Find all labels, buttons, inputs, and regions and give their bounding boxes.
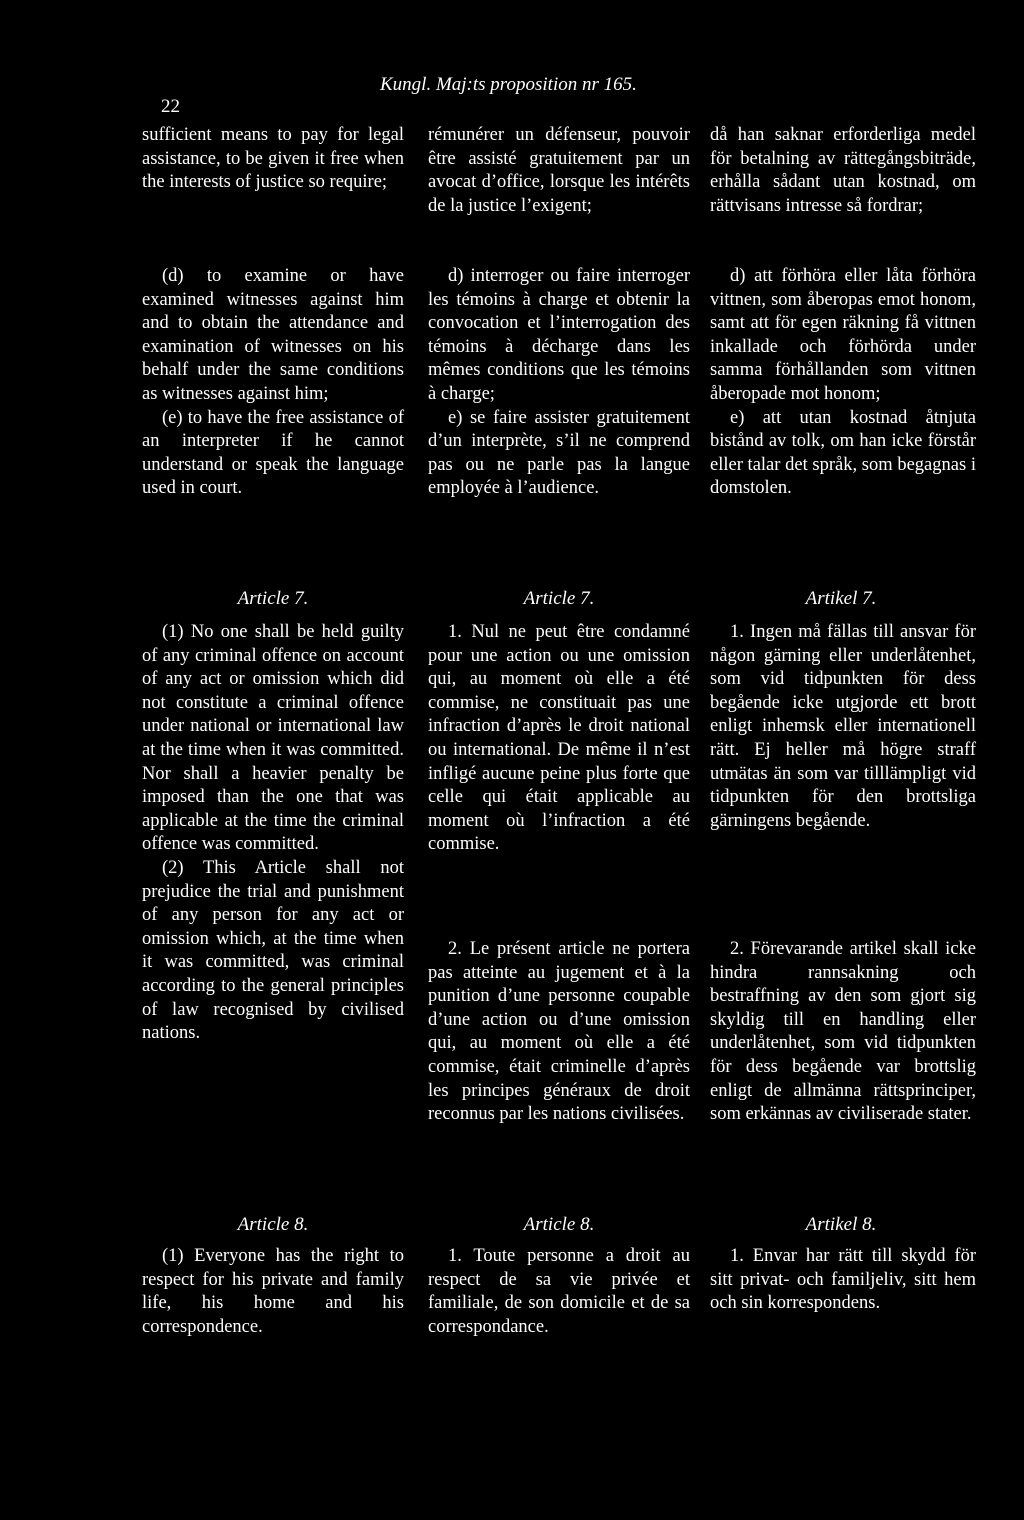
swedish-col-items	[710, 265, 976, 501]
fr-article-8	[428, 1245, 690, 1339]
fr-article-7-heading: Article 7.	[523, 588, 595, 609]
running-title: Kungl. Maj:ts proposition nr 165.	[380, 74, 637, 95]
sv-article-7-part-1	[710, 621, 976, 833]
fr-art7-para-2: 2. Le présent article ne portera pas atteinte au jugement et à la punition d’une personne coupable d’une action ou d’une omission qui, au moment où elle a été commise, était criminelle d’après les principes généraux de droit reconnus par les nations civilisées.	[428, 939, 690, 1125]
en-article-7	[142, 621, 404, 1046]
sv-art7-para-1: 1. Ingen må fällas till ansvar för någon gärning eller underlåtenhet, som vid tidpunkten för dess begående icke utgjorde ett brott enligt inhemsk eller internationell rätt. Ej heller må högre straff utmätas än som var tilllämpligt vid tidpunkten för den brottsliga gärningens begående.	[710, 622, 976, 831]
sv-art8-para-1: 1. Envar har rätt till skydd för sitt privat- och familjeliv, sitt hem och sin korrespondens.	[710, 1246, 976, 1314]
english-col-items	[142, 265, 404, 501]
fr-art8-para-1: 1. Toute personne a droit au respect de sa vie privée et familiale, de son domicile et de sa correspondance.	[428, 1246, 690, 1337]
en-art8-para-1: (1) Everyone has the right to respect for his private and family life, his home and his correspondence.	[142, 1246, 404, 1337]
sv-article-8-heading: Artikel 8.	[805, 1214, 877, 1235]
swedish-col-top	[710, 124, 976, 218]
sv-paragraph-2: d) att förhöra eller låta förhöra vittnen, som åberopas emot honom, samt att för egen räkning få vittnen inkallade och förhörda under samma förhållanden som vittnen åberopade mot honom;	[710, 266, 976, 404]
fr-article-8-heading: Article 8.	[523, 1214, 595, 1235]
fr-article-7-part-2	[428, 938, 690, 1127]
en-paragraph-1: sufficient means to pay for legal assistance, to be given it free when the interests of justice so require;	[142, 125, 404, 193]
french-col-top	[428, 124, 690, 218]
en-art7-para-1: (1) No one shall be held guilty of any criminal offence on account of any act or omission which did not constitute a criminal offence under national or international law at the time when it was committed. Nor shall a heavier penalty be imposed than the one that was applicable at the time the criminal offence was committed.	[142, 622, 404, 855]
sv-paragraph-1: då han saknar erforderliga medel för betalning av rättegångsbiträde, erhålla sådant utan kostnad, om rättvisans intresse så fordrar;	[710, 125, 976, 216]
page-number: 22	[161, 96, 180, 117]
sv-article-7-part-2	[710, 938, 976, 1127]
en-paragraph-3: (e) to have the free assistance of an interpreter if he cannot understand or speak the language used in court.	[142, 407, 404, 499]
en-art7-para-2: (2) This Article shall not prejudice the trial and punishment of any person for any act or omission which, at the time when it was committed, was criminal according to the general principles of law recognised by civilised nations.	[142, 857, 404, 1044]
fr-paragraph-1: rémunérer un défenseur, pouvoir être assisté gratuitement par un avocat d’office, lorsque les intérêts de la justice l’exigent;	[428, 125, 690, 216]
fr-paragraph-3: e) se faire assister gratuitement d’un interprète, s’il ne comprend pas ou ne parle pas la langue employée à l’audience.	[428, 407, 690, 499]
sv-article-8	[710, 1245, 976, 1316]
fr-paragraph-2: d) interroger ou faire interroger les témoins à charge et obtenir la convocation et l’interrogation des témoins à décharge dans les mêmes conditions que les témoins à charge;	[428, 266, 690, 404]
sv-article-7-heading: Artikel 7.	[805, 588, 877, 609]
sv-art7-para-2: 2. Förevarande artikel skall icke hindra rannsakning och bestraffning av den som gjort sig skyldig till en handling eller underlåtenhet, som vid tidpunkten för dess begående var brottslig enligt de allmänna rättsprinciper, som erkännas av civiliserade stater.	[710, 939, 976, 1125]
sv-paragraph-3: e) att utan kostnad åtnjuta bistånd av tolk, om han icke förstår eller talar det språk, som begagnas i domstolen.	[710, 407, 976, 499]
en-article-7-heading: Article 7.	[237, 588, 309, 609]
fr-art7-para-1: 1. Nul ne peut être condamné pour une action ou une omission qui, au moment où elle a été commise, ne constituait pas une infraction d’après le droit national ou international. De même il n’est infligé aucune peine plus forte que celle qui était applicable au moment où l’infraction a été commise.	[428, 622, 690, 855]
fr-article-7-part-1	[428, 621, 690, 857]
en-article-8	[142, 1245, 404, 1339]
english-col-top	[142, 124, 404, 195]
en-article-8-heading: Article 8.	[237, 1214, 309, 1235]
french-col-items	[428, 265, 690, 501]
en-paragraph-2: (d) to examine or have examined witnesses against him and to obtain the attendance and examination of witnesses on his behalf under the same conditions as witnesses against him;	[142, 266, 404, 404]
